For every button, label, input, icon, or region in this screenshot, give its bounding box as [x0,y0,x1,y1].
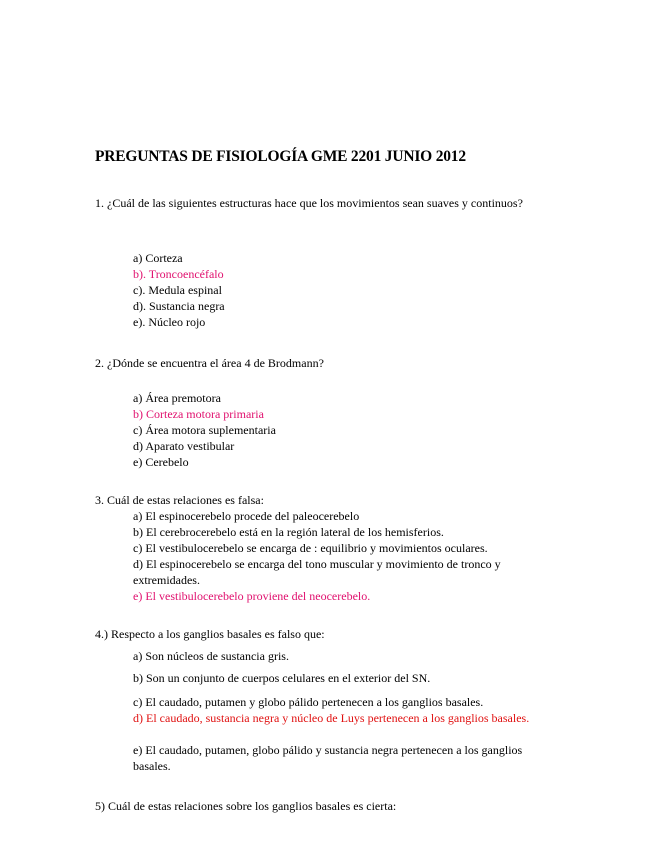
question-1-option-c: c). Medula espinal [133,283,222,297]
question-3-option-b: b) El cerebrocerebelo está en la región lateral de los hemisferios. [133,525,444,539]
question-4-option-c: c) El caudado, putamen y globo pálido pertenecen a los ganglios basales. [133,695,484,709]
question-2-option-c: c) Área motora suplementaria [133,423,276,437]
question-3-text: 3. Cuál de estas relaciones es falsa: [95,493,264,507]
question-4-option-d: d) El caudado, sustancia negra y núcleo de Luys pertenecen a los ganglios basales. [133,711,530,725]
question-4-option-e: e) El caudado, putamen, globo pálido y sustancia negra pertenecen a los ganglios basales. [133,743,523,773]
question-2-option-d: d) Aparato vestibular [133,439,235,453]
question-3-option-a: a) El espinocerebelo procede del paleocerebelo [133,509,360,523]
question-1-option-d: d). Sustancia negra [133,299,225,313]
question-2-option-e: e) Cerebelo [133,455,189,469]
page-title: PREGUNTAS DE FISIOLOGÍA GME 2201 JUNIO 2012 [95,148,466,165]
question-2-option-b: b) Corteza motora primaria [133,407,264,421]
question-3-option-e: e) El vestibulocerebelo proviene del neocerebelo. [133,589,371,603]
question-2-text: 2. ¿Dónde se encuentra el área 4 de Brodmann? [95,356,324,370]
question-4-text: 4.) Respecto a los ganglios basales es falso que: [95,627,325,641]
question-2-option-a: a) Área premotora [133,391,221,405]
question-1-option-b: b). Troncoencéfalo [133,267,224,281]
question-5-text: 5) Cuál de estas relaciones sobre los ganglios basales es cierta: [95,799,397,813]
question-1-option-a: a) Corteza [133,251,183,265]
question-4-option-b: b) Son un conjunto de cuerpos celulares en el exterior del SN. [133,671,431,685]
question-4-option-a: a) Son núcleos de sustancia gris. [133,649,289,663]
question-3-option-c: c) El vestibulocerebelo se encarga de : equilibrio y movimientos oculares. [133,541,488,555]
question-1-text: 1. ¿Cuál de las siguientes estructuras hace que los movimientos sean suaves y continuos? [95,196,523,210]
question-3-option-d: d) El espinocerebelo se encarga del tono muscular y movimiento de tronco y extremidades. [133,557,501,587]
question-1-option-e: e). Núcleo rojo [133,315,206,329]
